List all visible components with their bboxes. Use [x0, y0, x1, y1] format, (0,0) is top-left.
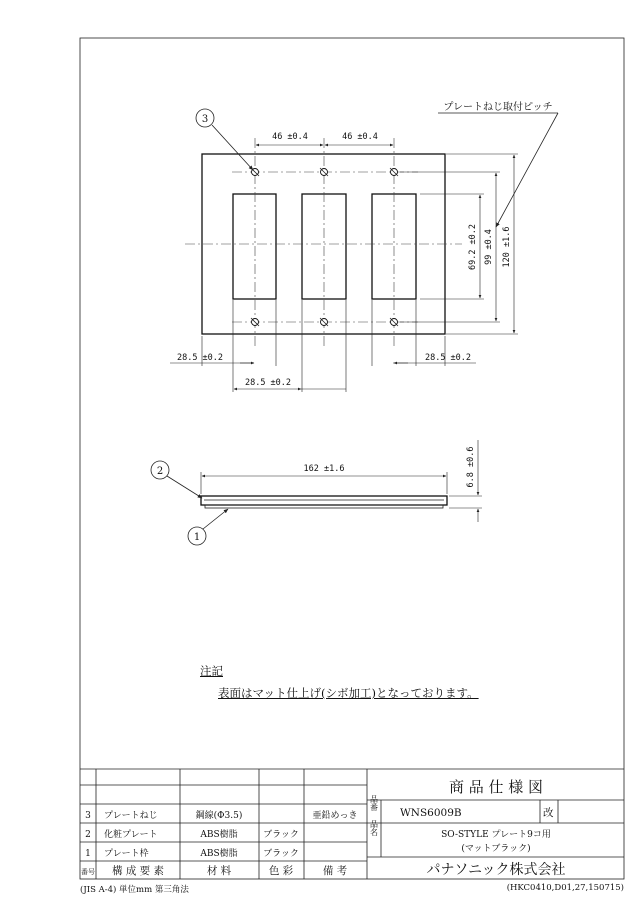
name-label: 品名 — [369, 820, 379, 836]
dim-opening-h: 69.2 ±0.2 — [468, 223, 478, 271]
part-no-label: 品番 — [369, 795, 379, 811]
dim-pitch-b: 46 ±0.4 — [342, 132, 378, 142]
notes-line1: 表面はマット仕上げ(シボ加工)となっております。 — [218, 686, 479, 700]
footer-right: (HKC0410,D01,27,150715) — [506, 883, 624, 893]
dim-height: 120 ±1.6 — [502, 226, 512, 268]
name-line2: (マットブラック) — [461, 844, 531, 854]
dim-right-edge: 28.5 ±0.2 — [424, 353, 472, 363]
side-view — [151, 440, 482, 545]
rev-label: 改 — [543, 807, 554, 819]
front-view — [170, 100, 558, 392]
screw-holes — [251, 168, 398, 326]
hdr-remarks: 備 考 — [322, 865, 348, 877]
hdr-color: 色 彩 — [268, 865, 294, 877]
callout-3: 3 — [201, 114, 209, 125]
opening-left — [233, 194, 276, 299]
row-2-material: ABS樹脂 — [200, 830, 238, 840]
callout-1-leader — [203, 509, 228, 529]
pitch-label-leader — [496, 113, 558, 227]
dim-pitch-a: 46 ±0.4 — [272, 132, 308, 142]
row-1-no: 1 — [85, 849, 91, 859]
sheet-border — [80, 38, 624, 879]
row-1-component: プレート枠 — [104, 849, 149, 859]
doc-title: 商 品 仕 様 図 — [448, 778, 544, 796]
notes — [200, 660, 479, 704]
callout-3-leader — [212, 125, 253, 170]
hdr-component: 構 成 要 素 — [111, 865, 165, 877]
title-block — [80, 769, 624, 879]
row-1-color: ブラック — [263, 849, 299, 859]
callout-2: 2 — [156, 466, 164, 477]
hdr-material: 材 料 — [206, 865, 232, 877]
footer-left: (JIS A-4) 単位mm 第三角法 — [80, 885, 189, 895]
side-body — [201, 496, 447, 505]
notes-title: 注記 — [200, 664, 223, 678]
pitch-label: プレートねじ取付ピッチ — [443, 102, 553, 113]
dim-gap: 28.5 ±0.2 — [244, 378, 292, 388]
dim-left-edge: 28.5 ±0.2 — [176, 353, 224, 363]
callout-1: 1 — [193, 532, 201, 543]
row-2-component: 化粧プレート — [104, 830, 158, 840]
callout-2-leader — [167, 476, 202, 498]
row-2-color: ブラック — [263, 830, 299, 840]
row-1-material: ABS樹脂 — [200, 849, 238, 859]
dim-thickness: 6.8 ±0.6 — [466, 446, 476, 488]
row-3-component: プレートねじ — [104, 811, 158, 821]
row-3-material: 鋼線(Φ3.5) — [195, 811, 243, 821]
row-3-remarks: 亜鉛めっき — [312, 811, 358, 821]
hdr-no: 番号 — [81, 868, 95, 876]
dim-pitch-v: 99 ±0.4 — [484, 229, 494, 265]
row-3-no: 3 — [85, 811, 91, 821]
part-no: WNS6009B — [400, 807, 462, 819]
name-line1: SO-STYLE プレート9コ用 — [441, 830, 551, 840]
dim-width: 162 ±1.6 — [303, 464, 345, 474]
company: パナソニック株式会社 — [426, 862, 566, 878]
row-2-no: 2 — [85, 830, 91, 840]
